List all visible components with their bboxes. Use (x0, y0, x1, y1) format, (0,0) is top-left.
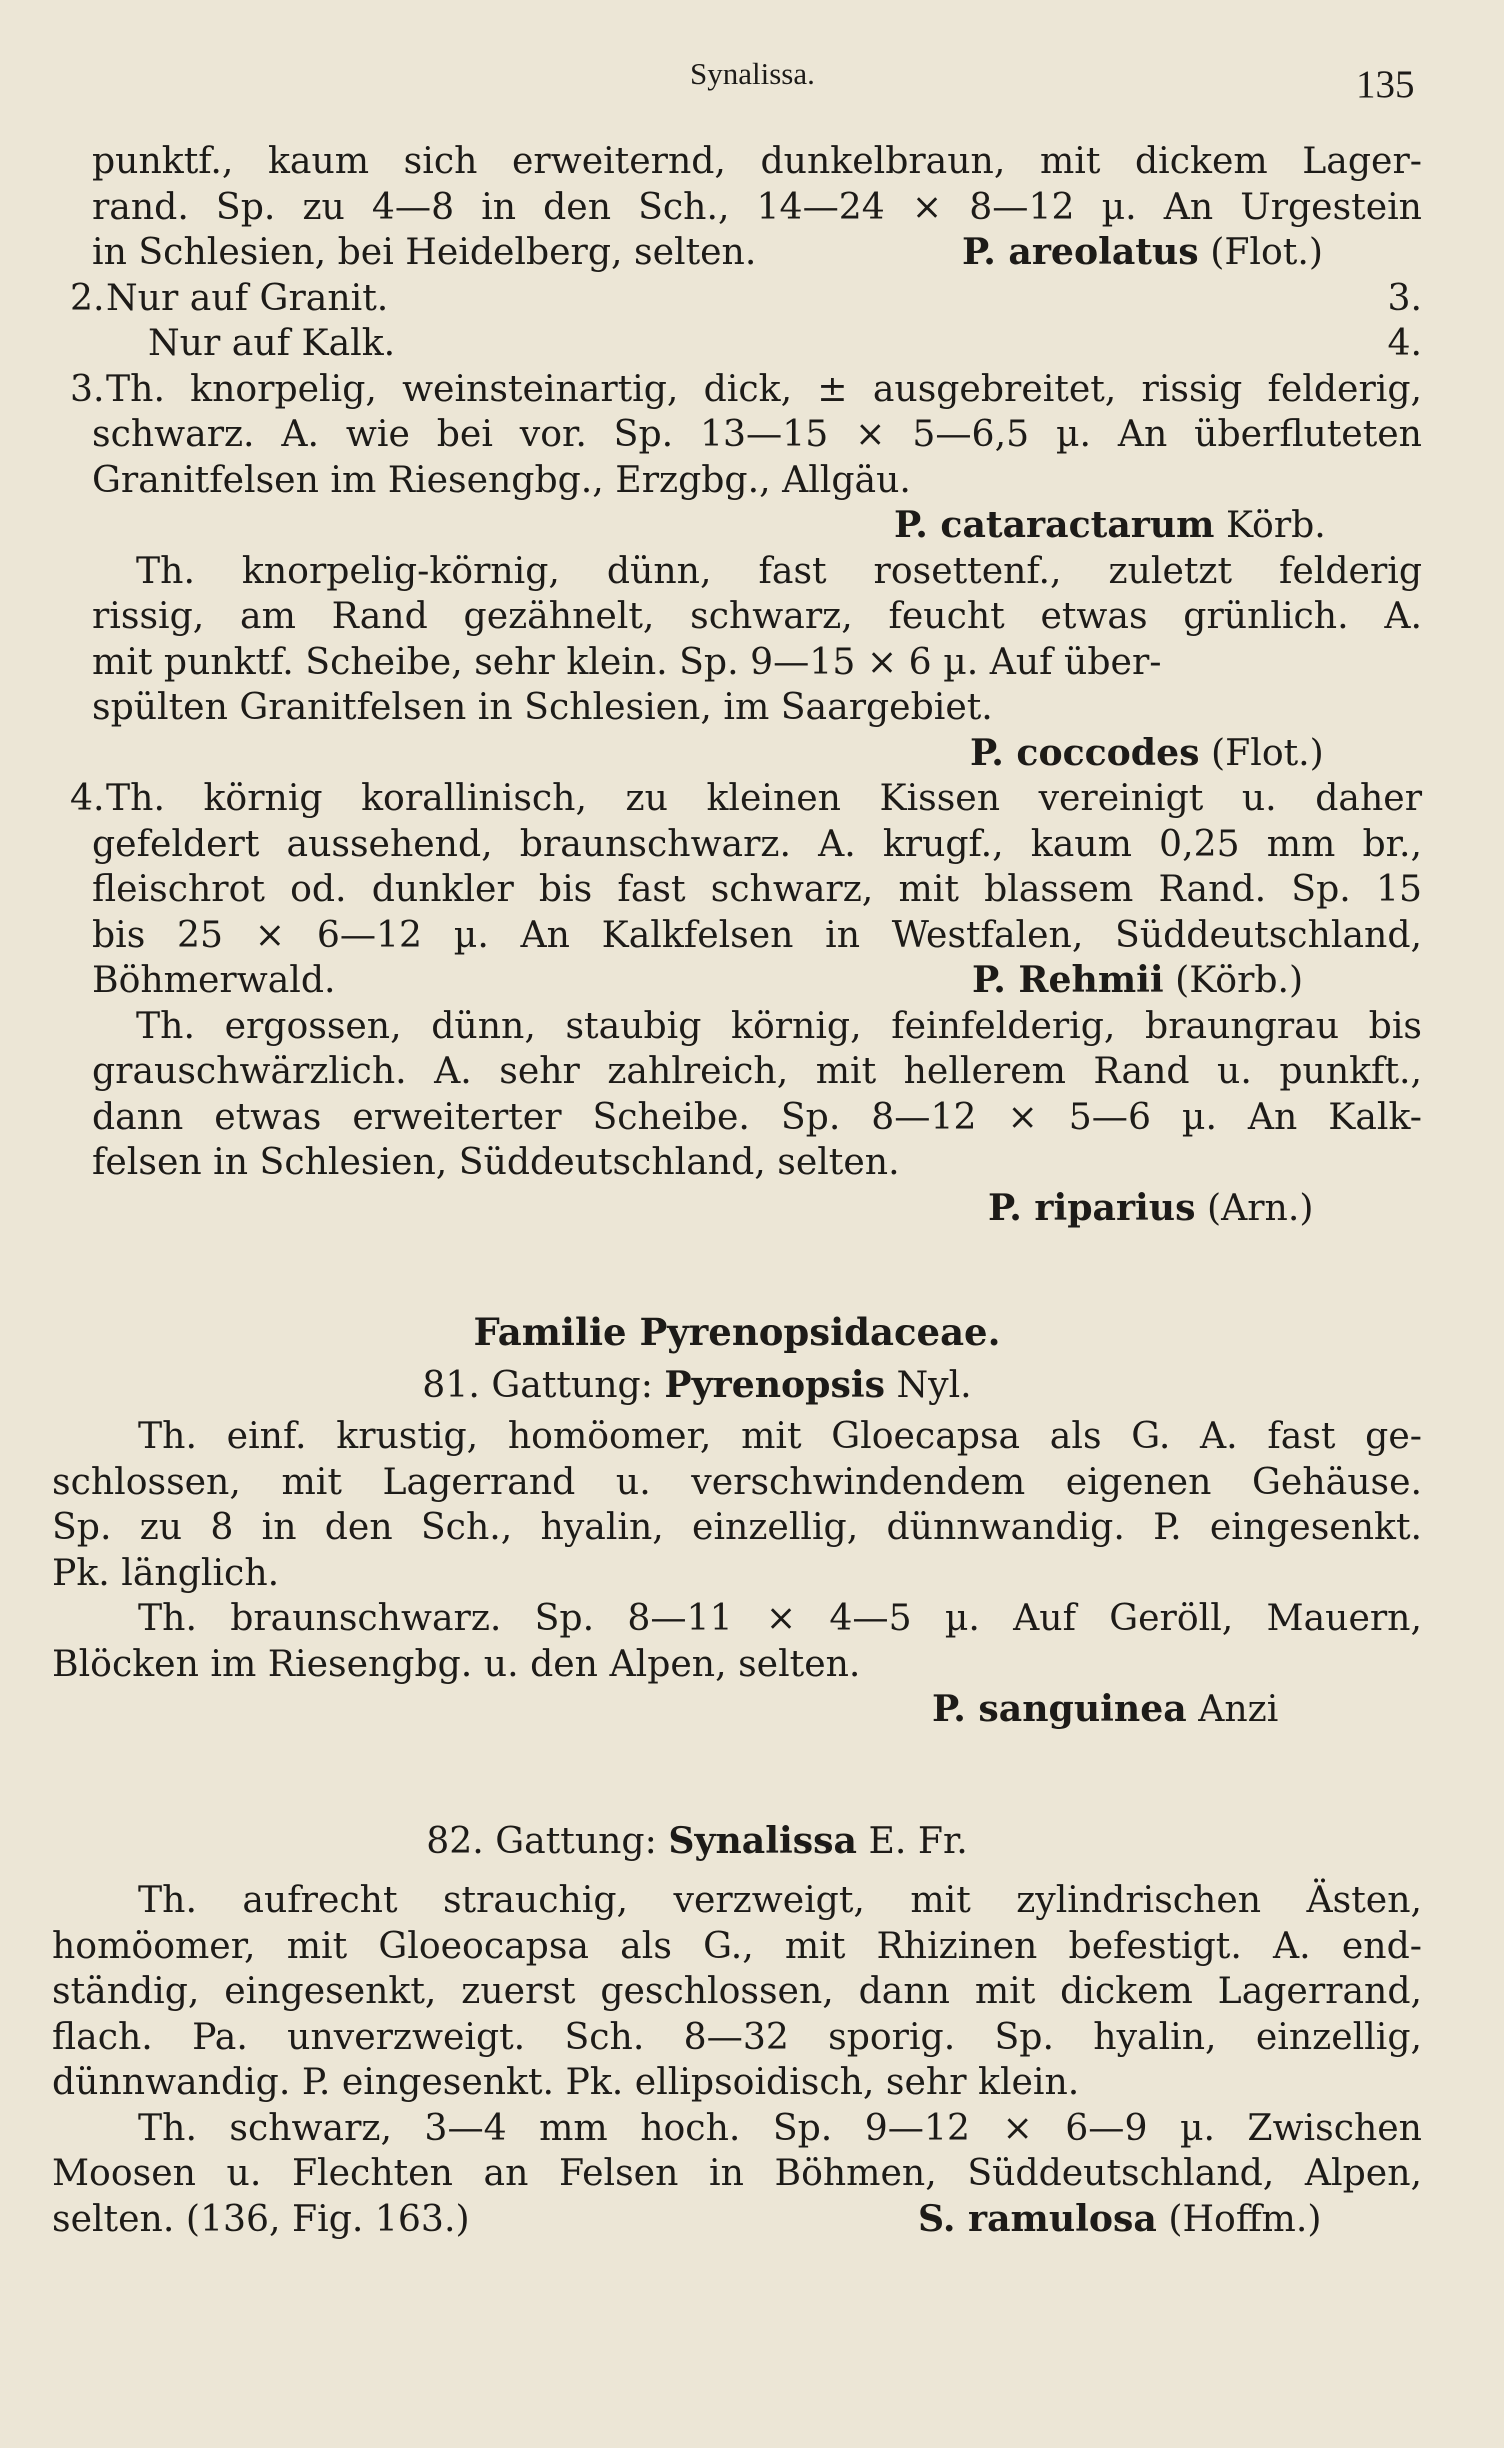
text-line (92, 457, 1422, 503)
text-line (52, 1641, 1422, 1687)
line-text: Granitfelsen im Riesengbg., Erzgbg., Allgäu. (92, 457, 911, 501)
text-line (92, 684, 1422, 730)
line-text: Th. aufrecht strauchig, verzweigt, mit zylindrischen Ästen, (138, 1878, 1422, 1921)
text-line (92, 912, 1422, 958)
line-text: mit punktf. Scheibe, sehr klein. Sp. 9—15 × 6 µ. Auf über- (92, 639, 1162, 683)
species-name: P. areolatus (Flot.) (962, 230, 1323, 273)
line-text: schlossen, mit Lagerrand u. verschwindendem eigenen Gehäuse. (52, 1459, 1422, 1503)
text-line (52, 1877, 1422, 1923)
page-number: 135 (1356, 63, 1415, 106)
species-name: P. coccodes (Flot.) (970, 730, 1324, 774)
key-reference: 3. (1387, 275, 1422, 319)
text-line (52, 2150, 1422, 2196)
text-line (52, 1550, 1422, 1596)
species-line (92, 730, 1422, 776)
line-text: gefeldert aussehend, braunschwarz. A. krugf., kaum 0,25 mm br., (92, 821, 1422, 865)
line-text: rand. Sp. zu 4—8 in den Sch., 14—24 × 8—12 µ. An Urgestein (92, 184, 1422, 228)
text-line (92, 957, 1422, 1003)
text-line (92, 639, 1422, 685)
text-line (92, 1003, 1422, 1049)
key-number: 2. (70, 275, 105, 319)
line-text: Th. schwarz, 3—4 mm hoch. Sp. 9—12 × 6—9 µ. Zwischen (138, 2105, 1422, 2149)
genus-81-description (52, 1413, 1422, 1732)
line-text: Th. körnig korallinisch, zu kleinen Kissen vereinigt u. daher (106, 776, 1422, 819)
family-heading: Familie Pyrenopsidaceae. (473, 1310, 1001, 1354)
species-name: P. Rehmii (Körb.) (972, 958, 1304, 1001)
species-line (52, 1686, 1422, 1732)
line-text: Th. knorpelig-körnig, dünn, fast rosettenf., zuletzt felderig (136, 548, 1422, 592)
species-name: P. sanguinea Anzi (932, 1687, 1279, 1730)
key-line (70, 366, 1422, 412)
text-line (52, 1595, 1422, 1641)
species-name: P. cataractarum Körb. (894, 503, 1326, 546)
genus-82-description (52, 1877, 1422, 2241)
text-line (92, 866, 1422, 912)
line-text: Böhmerwald. (92, 958, 336, 1001)
text-line (52, 1413, 1422, 1459)
line-text: fleischrot od. dunkler bis fast schwarz, mit blassem Rand. Sp. 15 (92, 867, 1422, 910)
species-name: S. ramulosa (Hoffm.) (918, 2196, 1322, 2240)
line-text: selten. (136, Fig. 163.) (52, 2196, 470, 2240)
line-text: punktf., kaum sich erweiternd, dunkelbraun, mit dickem Lager- (92, 139, 1422, 182)
text-line (92, 229, 1422, 275)
key-line (92, 320, 1422, 366)
line-text: grauschwärzlich. A. sehr zahlreich, mit hellerem Rand u. punkft., (92, 1049, 1422, 1092)
line-text: dann etwas erweiterter Scheibe. Sp. 8—12 × 5—6 µ. An Kalk- (92, 1094, 1422, 1138)
text-line (52, 1504, 1422, 1550)
text-line (52, 1923, 1422, 1969)
species-line (92, 1185, 1422, 1231)
species-name: P. riparius (Arn.) (988, 1185, 1314, 1229)
line-text: Th. knorpelig, weinsteinartig, dick, ± ausgebreitet, rissig felderig, (106, 366, 1422, 410)
text-line (92, 184, 1422, 230)
key-line (70, 275, 1422, 321)
line-text: Blöcken im Riesengbg. u. den Alpen, selten. (52, 1641, 861, 1685)
text-line (92, 821, 1422, 867)
line-text: Nur auf Granit. (106, 275, 389, 319)
line-text: rissig, am Rand gezähnelt, schwarz, feucht etwas grünlich. A. (92, 594, 1422, 637)
text-line (52, 2196, 1422, 2242)
running-header-title: Synalissa. (690, 56, 815, 91)
key-line (70, 775, 1422, 821)
genus-heading: 82. Gattung: Synalissa E. Fr. (426, 1818, 968, 1862)
text-line (52, 2059, 1422, 2105)
key-number: 4. (70, 776, 105, 819)
text-line (92, 548, 1422, 594)
line-text: Th. einf. krustig, homöomer, mit Gloecapsa als G. A. fast ge- (138, 1414, 1422, 1457)
line-text: in Schlesien, bei Heidelberg, selten. (92, 230, 757, 273)
genus-heading: 81. Gattung: Pyrenopsis Nyl. (422, 1362, 972, 1406)
line-text: Pk. länglich. (52, 1550, 280, 1594)
line-text: felsen in Schlesien, Süddeutschland, selten. (92, 1140, 900, 1183)
key-number: 3. (70, 366, 105, 410)
key-reference: 4. (1387, 321, 1422, 364)
text-line (92, 138, 1422, 184)
text-line (92, 1139, 1422, 1185)
text-line (52, 1459, 1422, 1505)
text-line (92, 1094, 1422, 1140)
text-line (92, 1048, 1422, 1094)
line-text: ständig, eingesenkt, zuerst geschlossen, dann mit dickem Lagerrand, (52, 1969, 1422, 2012)
line-text: bis 25 × 6—12 µ. An Kalkfelsen in Westfalen, Süddeutschland, (92, 912, 1422, 956)
text-line (52, 2014, 1422, 2060)
line-text: homöomer, mit Gloeocapsa als G., mit Rhizinen befestigt. A. end- (52, 1923, 1422, 1967)
species-line (92, 502, 1422, 548)
line-text: dünnwandig. P. eingesenkt. Pk. ellipsoidisch, sehr klein. (52, 2060, 1080, 2103)
line-text: flach. Pa. unverzweigt. Sch. 8—32 sporig. Sp. hyalin, einzellig, (52, 2014, 1422, 2058)
line-text: Moosen u. Flechten an Felsen in Böhmen, Süddeutschland, Alpen, (52, 2151, 1422, 2194)
line-text: schwarz. A. wie bei vor. Sp. 13—15 × 5—6,5 µ. An überfluteten (92, 412, 1422, 455)
line-text: Nur auf Kalk. (148, 321, 396, 364)
text-line (92, 593, 1422, 639)
line-text: Th. braunschwarz. Sp. 8—11 × 4—5 µ. Auf Geröll, Mauern, (138, 1596, 1422, 1639)
text-line (92, 411, 1422, 457)
text-line (52, 2105, 1422, 2151)
text-line (52, 1968, 1422, 2014)
line-text: spülten Granitfelsen in Schlesien, im Saargebiet. (92, 685, 993, 728)
line-text: Th. ergossen, dünn, staubig körnig, feinfelderig, braungrau bis (136, 1003, 1422, 1047)
line-text: Sp. zu 8 in den Sch., hyalin, einzellig, dünnwandig. P. eingesenkt. (52, 1505, 1422, 1548)
page-body (52, 138, 1422, 2241)
